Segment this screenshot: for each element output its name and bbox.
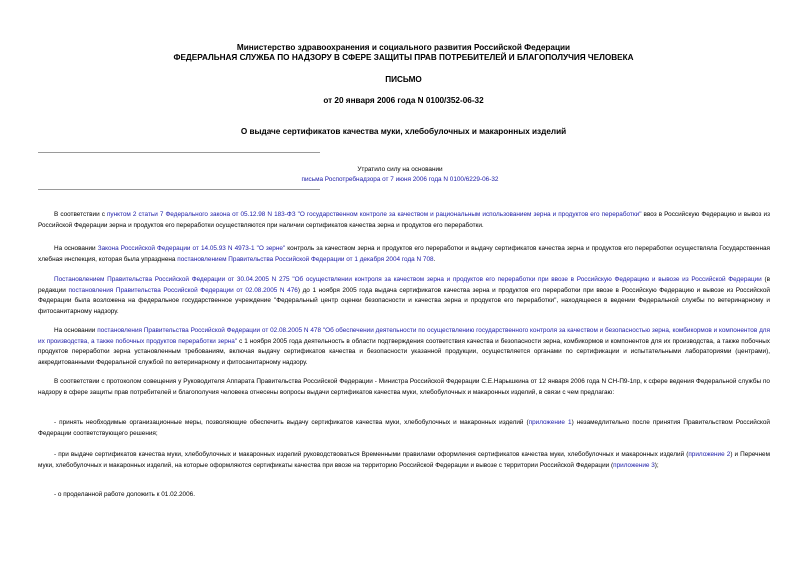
appendix-3-link[interactable]: приложение 3 (613, 461, 655, 469)
ministry-name: Министерство здравоохранения и социального развития Российской Федерации (236, 43, 571, 52)
decree-478-link[interactable]: постановления Правительства Российской Федерации от 02.08.2005 N 478 "Об обеспечении деятельности по осуществлению государственного контроля за качеством и безопасностью зерна, комбикормов и компонентов для их производства, а также побочных продуктов переработки зерна" (38, 327, 770, 345)
text: ) и Перечнем муки, хлебобулочных и макаронных изделий, на которые оформляются сертификаты качества при ввозе на территорию Российской Федерации и вывозе с территории Российской Федерации ( (38, 451, 770, 469)
paragraph-4 (38, 326, 770, 368)
decree-708-link[interactable]: постановлением Правительства Российской Федерации от 1 декабря 2004 года N 708 (177, 255, 434, 263)
text: - при выдаче сертификатов качества муки, хлебобулочных и макаронных изделий руководствоваться Временными правилами оформления сертификатов качества муки, хлебобулочных и макаронных изделий ( (54, 451, 689, 458)
status-note (300, 165, 500, 185)
text: (в редакции (38, 276, 770, 294)
text: ) до 1 ноября 2005 года выдача сертификатов качества зерна и продуктов его переработки при ввозе в Российскую Федерацию и вывозе из Российской Федерации была возложена на федеральное государственное учреждение "Федеральный центр оценки безопасности и качества зерна и продуктов его переработки", находящееся в ведении Федеральной службы по ветеринарному и фитосанитарному надзору. (38, 286, 770, 315)
paragraph-1 (38, 210, 770, 231)
text: ); (654, 461, 659, 469)
separator-bottom (38, 189, 320, 190)
paragraph-8 (38, 490, 770, 501)
document-type: ПИСЬМО (385, 75, 422, 84)
text: В соответствии с протоколом совещения у Руководителя Аппарата Правительства Российской Федерации - Министра Российской Федерации С.Е.Нарышкина от 12 января 2006 года N СН-П9-1пр, к сфере ведения Федеральной службы по надзору в сфере защиты прав потребителей и благополучия человека отнесены вопросы выдачи сертификатов качества муки, хлебобулочных и макаронных изделий, в связи с чем предлагаю: (38, 378, 770, 396)
decree-275-link[interactable]: Постановлением Правительства Российской Федерации от 30.04.2005 N 275 "Об осуществлении контроля за качеством зерна и продуктов его переработки при ввозе в Российскую Федерацию и вывозе из Российской Федерации (54, 276, 762, 283)
paragraph-6 (38, 418, 770, 439)
paragraph-2 (38, 244, 770, 265)
law-grain-link[interactable]: Закона Российской Федерации от 14.05.93 N 4973-1 "О зерне" (97, 245, 286, 252)
text: с 1 ноября 2005 года деятельность в области подтверждения соответствия качества и безопасности зерна, комбикормов и компонентов для их производства, а также побочных продуктов переработки зерна установленным требованиям, включая выдачу сертификатов качества и безопасности указанной продукции, осуществляется органами по сертификации и испытательными лабораториями (центрами), аккредитованными Федеральной службой по ветеринарному и фитосанитарному надзору. (38, 337, 770, 366)
text: На основании (54, 327, 98, 334)
paragraph-3 (38, 275, 770, 317)
text: - о проделанной работе доложить к 01.02.2006. (54, 491, 195, 498)
decree-476-link[interactable]: постановления Правительства Российской Федерации от 02.08.2005 N 476 (68, 286, 298, 294)
text: контроль за качеством зерна и продуктов его переработки и выдачу сертификатов качества зерна и продуктов его переработки осуществляла Государственная хлебная инспекция, которая была упразднена (38, 245, 770, 263)
paragraph-7 (38, 450, 770, 471)
separator-top (38, 152, 320, 153)
appendix-1-link[interactable]: приложение 1 (528, 419, 572, 426)
law-183-fz-link[interactable]: пунктом 2 статьи 7 Федерального закона от 05.12.98 N 183-ФЗ "О государственном контроле за качеством и рациональным использованием зерна и продуктов его переработки" (106, 211, 642, 218)
document-date-number: от 20 января 2006 года N 0100/352-06-32 (323, 96, 484, 105)
paragraph-5 (38, 377, 770, 398)
appendix-2-link[interactable]: приложение 2 (688, 451, 731, 458)
text: На основании (54, 245, 98, 252)
document-title: О выдаче сертификатов качества муки, хлебобулочных и макаронных изделий (240, 127, 567, 136)
text: ввоз в Российскую Федерацию и вывоз из Российской Федерации зерна и продуктов его переработки осуществляются при наличии сертификатов качества зерна и продуктов его переработки. (38, 211, 770, 229)
text: В соответствии с (54, 211, 107, 218)
text: ) незамедлительно после принятия Правительством Российской Федерации соответствующего решения; (38, 419, 771, 437)
service-name: ФЕДЕРАЛЬНАЯ СЛУЖБА ПО НАДЗОРУ В СФЕРЕ ЗАЩИТЫ ПРАВ ПОТРЕБИТЕЛЕЙ И БЛАГОПОЛУЧИЯ ЧЕЛОВЕКА (173, 53, 634, 62)
text: . (433, 255, 436, 263)
repeal-letter-link[interactable]: письма Роспотребнадзора от 7 июня 2006 года N 0100/6229-06-32 (301, 176, 499, 183)
text: - принять необходимые организационные меры, позволяющие обеспечить выдачу сертификатов качества муки, хлебобулочных и макаронных изделий ( (54, 419, 529, 426)
status-note-text: Утратило силу на основании (357, 166, 443, 173)
